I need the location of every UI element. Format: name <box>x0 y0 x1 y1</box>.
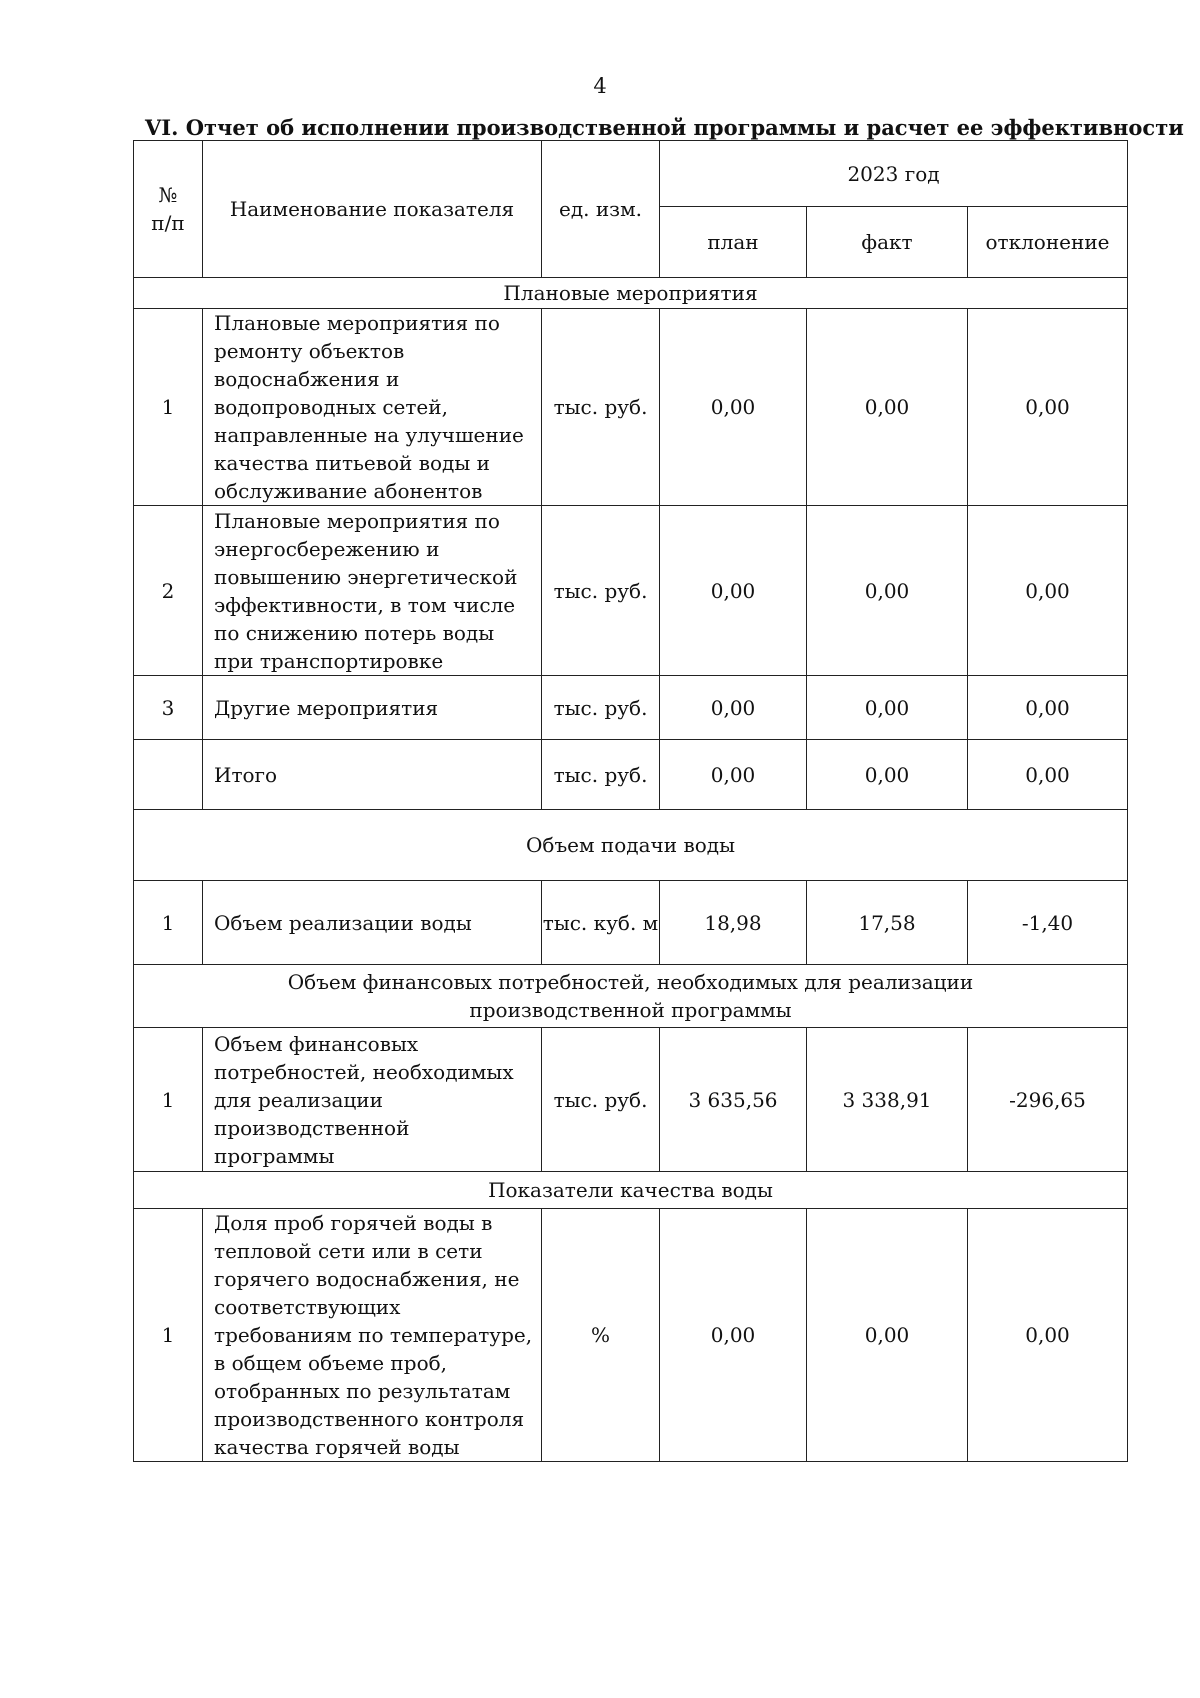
row-num: 1 <box>134 881 203 965</box>
row-unit: % <box>542 1209 660 1462</box>
row-name: Плановые мероприятия по ремонту объектов водоснабжения и водопроводных сетей, направленные на улучшение качества питьевой воды и обслуживание абонентов <box>203 309 542 506</box>
row-num: 1 <box>134 1209 203 1462</box>
row-deviation: 0,00 <box>968 1209 1128 1462</box>
row-deviation: 0,00 <box>968 676 1128 740</box>
row-num <box>134 740 203 810</box>
table-row-total <box>134 740 1128 810</box>
row-deviation: -296,65 <box>968 1028 1128 1172</box>
section-header-row <box>134 965 1128 1028</box>
header-year: 2023 год <box>660 141 1128 207</box>
row-plan: 0,00 <box>660 1209 807 1462</box>
page-number: 4 <box>593 74 607 98</box>
section-header-row <box>134 1172 1128 1209</box>
row-name: Объем финансовых потребностей, необходимых для реализации производственной программы <box>203 1028 542 1172</box>
section-header-row <box>134 278 1128 309</box>
row-plan: 0,00 <box>660 676 807 740</box>
table-row <box>134 309 1128 506</box>
row-unit: тыс. руб. <box>542 506 660 676</box>
row-unit: тыс. куб. м <box>542 881 660 965</box>
row-deviation: 0,00 <box>968 309 1128 506</box>
table-row <box>134 506 1128 676</box>
row-deviation: 0,00 <box>968 506 1128 676</box>
row-fact: 17,58 <box>807 881 968 965</box>
report-title: VI. Отчет об исполнении производственной программы и расчет ее эффективности <box>145 115 1184 140</box>
row-fact: 0,00 <box>807 506 968 676</box>
row-num: 3 <box>134 676 203 740</box>
row-fact: 3 338,91 <box>807 1028 968 1172</box>
row-num: 1 <box>134 1028 203 1172</box>
row-unit: тыс. руб. <box>542 740 660 810</box>
row-deviation: -1,40 <box>968 881 1128 965</box>
header-plan: план <box>660 207 807 278</box>
row-name: Плановые мероприятия по энергосбережению и повышению энергетической эффективности, в том числе по снижению потерь воды при транспортировке <box>203 506 542 676</box>
row-unit: тыс. руб. <box>542 1028 660 1172</box>
table-row <box>134 881 1128 965</box>
table-row <box>134 1209 1128 1462</box>
row-name: Доля проб горячей воды в тепловой сети или в сети горячего водоснабжения, не соответствующих требованиям по температуре, в общем объеме проб, отобранных по результатам производственного контроля качества горячей воды <box>203 1209 542 1462</box>
header-fact: факт <box>807 207 968 278</box>
row-fact: 0,00 <box>807 1209 968 1462</box>
row-name: Другие мероприятия <box>203 676 542 740</box>
section-title: Объем подачи воды <box>134 810 1128 881</box>
row-fact: 0,00 <box>807 676 968 740</box>
section-header-row <box>134 810 1128 881</box>
row-unit: тыс. руб. <box>542 676 660 740</box>
row-num: 1 <box>134 309 203 506</box>
header-num: № п/п <box>134 141 203 278</box>
row-unit: тыс. руб. <box>542 309 660 506</box>
section-title: Объем финансовых потребностей, необходимых для реализации производственной программы <box>134 965 1128 1028</box>
row-deviation: 0,00 <box>968 740 1128 810</box>
row-plan: 3 635,56 <box>660 1028 807 1172</box>
table-row <box>134 676 1128 740</box>
row-plan: 0,00 <box>660 740 807 810</box>
row-fact: 0,00 <box>807 309 968 506</box>
row-plan: 0,00 <box>660 309 807 506</box>
row-fact: 0,00 <box>807 740 968 810</box>
header-row-year <box>134 141 1128 207</box>
header-unit: ед. изм. <box>542 141 660 278</box>
section-title: Плановые мероприятия <box>134 278 1128 309</box>
row-plan: 0,00 <box>660 506 807 676</box>
table-row <box>134 1028 1128 1172</box>
row-plan: 18,98 <box>660 881 807 965</box>
header-name: Наименование показателя <box>203 141 542 278</box>
header-deviation: отклонение <box>968 207 1128 278</box>
report-table <box>133 140 1128 1462</box>
row-num: 2 <box>134 506 203 676</box>
row-name: Итого <box>203 740 542 810</box>
section-title: Показатели качества воды <box>134 1172 1128 1209</box>
row-name: Объем реализации воды <box>203 881 542 965</box>
